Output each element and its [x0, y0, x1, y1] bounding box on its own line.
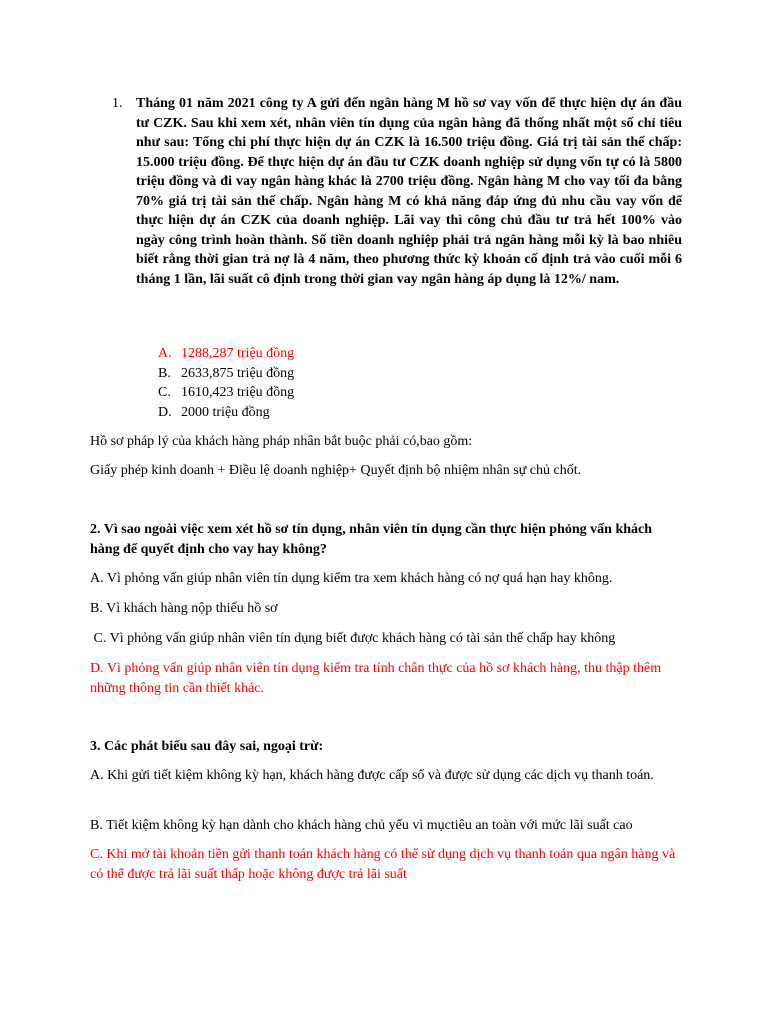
- note-1: Hồ sơ pháp lý của khách hàng pháp nhân bắt buộc phải có,bao gồm:: [90, 434, 473, 449]
- note-2: Giấy phép kinh doanh + Điều lệ doanh nghiệp+ Quyết định bộ nhiệm nhân sự chủ chốt.: [90, 463, 582, 478]
- option-d-text: 2000 triệu đồng: [181, 404, 270, 420]
- option-c: [158, 383, 294, 403]
- option-b: [158, 364, 294, 384]
- question-2-option-a: A. Vì phỏng vấn giúp nhân viên tín dụng kiểm tra xem khách hàng có nợ quá hạn hay không.: [90, 571, 613, 586]
- question-2-option-b: B. Vì khách hàng nộp thiếu hồ sơ: [90, 601, 278, 616]
- option-a-label: A.: [158, 346, 172, 361]
- option-d-label: D.: [158, 404, 172, 420]
- question-3-option-a: A. Khi gửi tiết kiệm không kỳ hạn, khách hàng được cấp sổ và được sử dụng các dịch vụ thanh toán.: [90, 768, 654, 783]
- option-c-text: 1610,423 triệu đồng: [181, 385, 295, 400]
- option-b-text: 2633,875 triệu đồng: [181, 365, 295, 381]
- question-3-text: 3. Các phát biểu sau đây sai, ngoại trừ:: [90, 739, 324, 754]
- question-3-option-b: B. Tiết kiệm không kỳ hạn dành cho khách hàng chủ yếu vì mụctiêu an toàn với mức lãi suất cao: [90, 818, 633, 833]
- question-2-text: 2. Vì sao ngoài việc xem xét hồ sơ tín dụng, nhân viên tín dụng cần thực hiện phỏng vấn khách hàng để quyết định cho vay hay không?: [90, 522, 653, 557]
- question-3-option-c: C. Khi mở tài khoản tiền gửi thanh toán khách hàng có thể sử dụng dịch vụ thanh toán qua ngân hàng và có thể được trả lãi suất thấp hoặc không được trả lãi suất: [90, 847, 676, 882]
- option-c-label: C.: [158, 385, 171, 400]
- question-1: [112, 94, 682, 289]
- question-1-number: 1.: [112, 96, 123, 111]
- option-a-text: 1288,287 triệu đồng: [181, 346, 295, 361]
- question-2-option-c: C. Vì phỏng vấn giúp nhân viên tín dụng biết được khách hàng có tài sản thế chấp hay không: [90, 631, 616, 646]
- option-b-label: B.: [158, 365, 171, 381]
- option-d: [158, 403, 294, 423]
- question-1-text: Tháng 01 năm 2021 công ty A gửi đến ngân hàng M hồ sơ vay vốn để thực hiện dự án đầu tư CZK. Sau khi xem xét, nhân viên tín dụng của ngân hàng đã thống nhất một số chỉ tiêu như sau: Tổng chi phí thực hiện dự án CZK là 16.500 triệu đồng. Giá trị tài sản thế chấp: 15.000 triệu đồng. Để thực hiện dự án đầu tư CZK doanh nghiệp sử dụng vốn tự có là 5800 triệu đồng và đi vay ngân hàng khác là 2700 triệu đồng. Ngân hàng M cho vay tối đa bằng 70% giá trị tài sản thế chấp. Ngân hàng M có khả năng đáp ứng đủ nhu cầu vay vốn để thực hiện dự án CZK của doanh nghiệp. Lãi vay thì công chủ đầu tư trả hết 100% vào ngày công trình hoàn thành. Số tiền doanh nghiệp phải trả ngân hàng mỗi kỳ là bao nhiêu biết rằng thời gian trả nợ là 4 năm, theo phương thức kỳ khoản cố định trả vào cuối mỗi 6 tháng 1 lần, lãi suất cô định trong thời gian vay ngân hàng áp dụng là 12%/ nam.: [136, 96, 682, 287]
- question-1-options: [158, 344, 294, 422]
- option-a: [158, 344, 294, 364]
- question-2-option-d: D. Vì phỏng vấn giúp nhân viên tín dụng kiểm tra tính chân thực của hồ sơ khách hàng, thu thập thêm những thông tin cần thiết khác.: [90, 661, 662, 696]
